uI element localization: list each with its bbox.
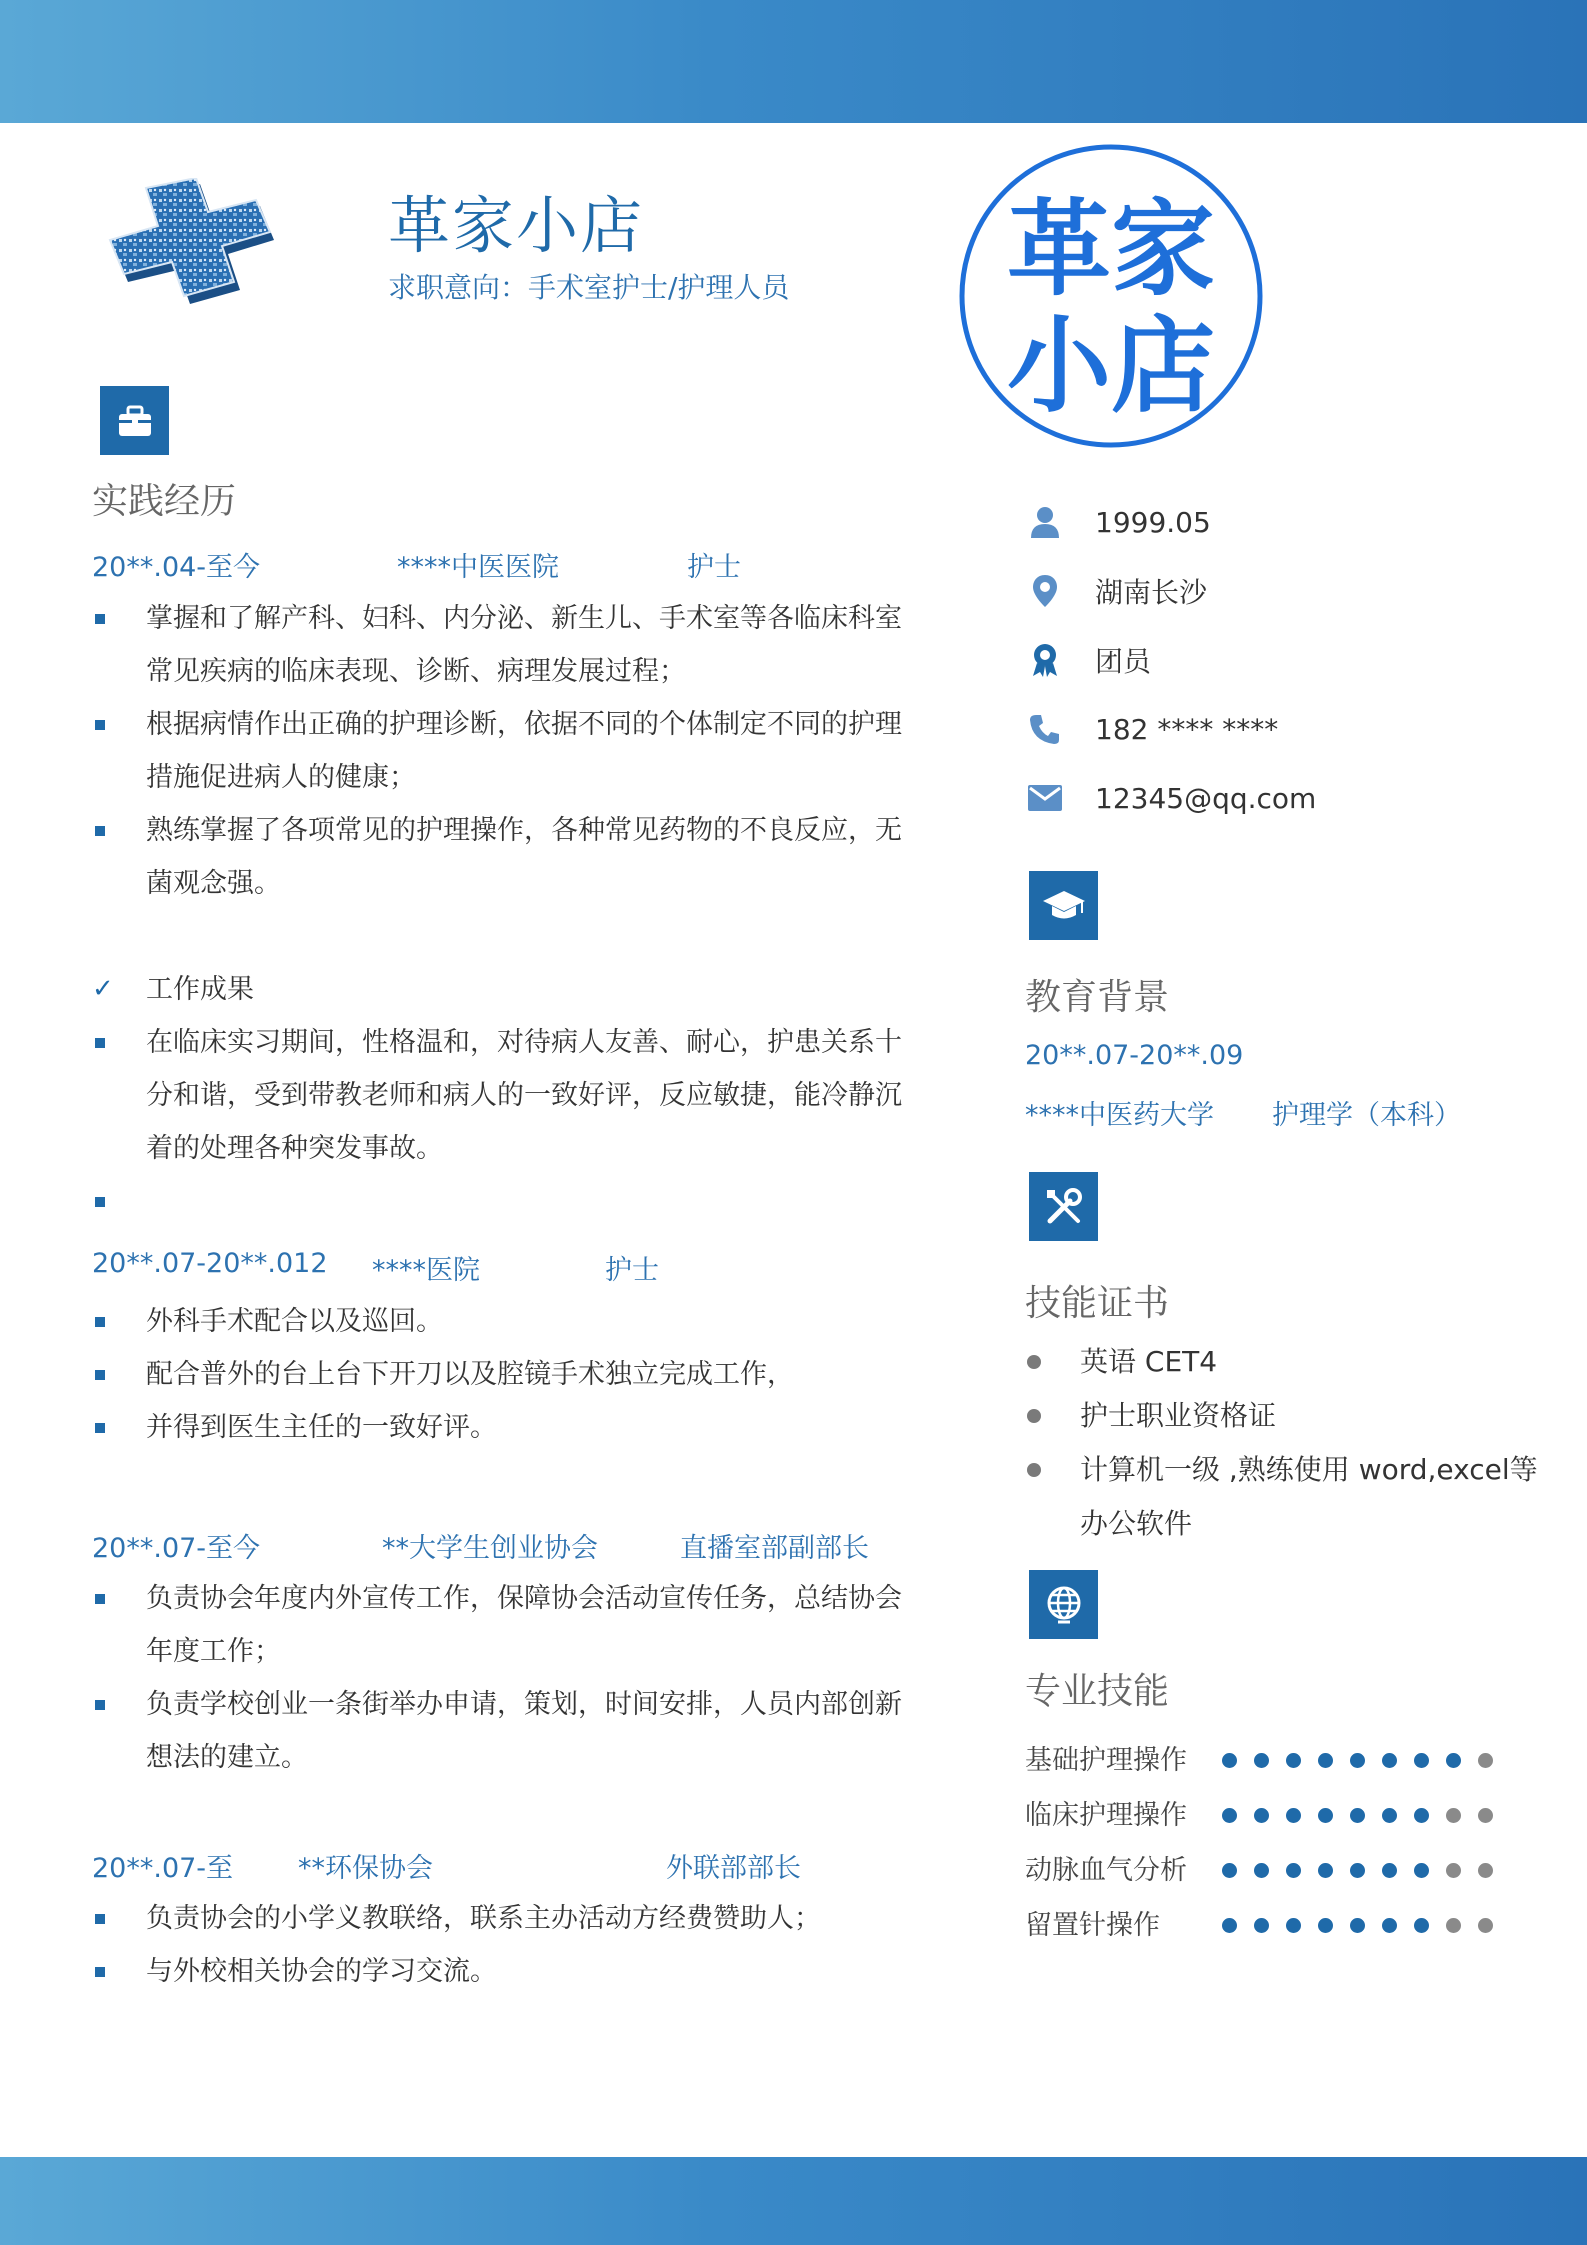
list-item: 计算机一级 ,熟练使用 word,excel等办公软件	[1025, 1443, 1565, 1551]
skill-dot-empty	[1478, 1918, 1493, 1933]
skill-dot-filled	[1414, 1808, 1429, 1823]
achievement-list	[92, 963, 912, 1175]
location-pin-icon	[1025, 571, 1065, 611]
skill-dot-filled	[1286, 1918, 1301, 1933]
skill-dot-filled	[1414, 1918, 1429, 1933]
info-location	[1025, 571, 1208, 611]
info-phone	[1025, 709, 1279, 749]
list-item: 熟练掌握了各项常见的护理操作，各种常见药物的不良反应，无菌观念强。	[92, 804, 912, 910]
globe-icon	[1029, 1570, 1098, 1639]
bottom-banner	[0, 2157, 1587, 2245]
skill-dot-filled	[1350, 1863, 1365, 1878]
skill-dot-filled	[1254, 1753, 1269, 1768]
skill-dot-filled	[1414, 1863, 1429, 1878]
skill-dot-filled	[1382, 1808, 1397, 1823]
skill-dot-filled	[1254, 1808, 1269, 1823]
info-value: 团员	[1095, 645, 1152, 678]
skill-dot-empty	[1446, 1863, 1461, 1878]
skill-dot-filled	[1350, 1753, 1365, 1768]
education-section-title: 教育背景	[1025, 977, 1170, 1018]
entry-role: 外联部部长	[666, 1853, 801, 1884]
list-item: 并得到医生主任的一致好评。	[92, 1401, 912, 1454]
info-value: 182 **** ****	[1095, 712, 1279, 746]
list-item: 根据病情作出正确的护理诊断，依据不同的个体制定不同的护理措施促进病人的健康；	[92, 698, 912, 804]
list-item: 外科手术配合以及巡回。	[92, 1295, 912, 1348]
skill-dot-filled	[1254, 1863, 1269, 1878]
briefcase-icon	[100, 386, 169, 455]
seal-stamp	[955, 140, 1267, 452]
practice-section-title: 实践经历	[92, 481, 237, 522]
info-email	[1025, 778, 1317, 818]
skill-dot-filled	[1286, 1753, 1301, 1768]
list-item: 英语 CET4	[1025, 1335, 1565, 1389]
svg-text:小店: 小店	[1006, 304, 1216, 427]
info-political	[1025, 640, 1152, 680]
entry-org: **大学生创业协会	[382, 1533, 598, 1564]
practice-entry-bullets	[92, 1295, 912, 1454]
top-banner	[0, 0, 1587, 123]
list-item: 负责协会年度内外宣传工作，保障协会活动宣传任务，总结协会年度工作；	[92, 1572, 912, 1678]
tools-icon	[1029, 1172, 1098, 1241]
entry-org: ****中医医院	[397, 552, 559, 583]
skill-label: 留置针操作	[1025, 1910, 1160, 1941]
skill-dot-filled	[1446, 1753, 1461, 1768]
skill-dot-filled	[1254, 1918, 1269, 1933]
candidate-name: 革家小店	[388, 189, 645, 262]
skill-dot-filled	[1350, 1808, 1365, 1823]
entry-org: ****医院	[372, 1255, 480, 1286]
skill-label: 基础护理操作	[1025, 1745, 1187, 1776]
list-item: 与外校相关协会的学习交流。	[92, 1945, 912, 1998]
medical-cross-logo	[88, 178, 284, 338]
practice-entry-bullets	[92, 592, 912, 910]
skill-label: 动脉血气分析	[1025, 1855, 1187, 1886]
skill-dot-filled	[1318, 1808, 1333, 1823]
entry-role: 护士	[605, 1255, 659, 1286]
education-school: ****中医药大学	[1025, 1100, 1214, 1131]
skill-dot-filled	[1318, 1753, 1333, 1768]
skill-dot-filled	[1222, 1753, 1237, 1768]
skill-dot-filled	[1286, 1863, 1301, 1878]
skill-dot-empty	[1478, 1808, 1493, 1823]
info-value: 1999.05	[1095, 505, 1211, 539]
info-value: 12345@qq.com	[1095, 781, 1317, 815]
skill-dot-filled	[1222, 1863, 1237, 1878]
skill-dot-filled	[1286, 1808, 1301, 1823]
entry-period: 20**.04-至今	[92, 552, 261, 583]
mail-icon	[1025, 778, 1065, 818]
info-value: 湖南长沙	[1095, 576, 1208, 609]
svg-text:革家: 革家	[1006, 187, 1216, 310]
entry-org: **环保协会	[298, 1853, 433, 1884]
skill-dot-filled	[1318, 1918, 1333, 1933]
list-item: 掌握和了解产科、妇科、内分泌、新生儿、手术室等各临床科室常见疾病的临床表现、诊断、病理发展过程；	[92, 592, 912, 698]
entry-period: 20**.07-至	[92, 1853, 234, 1884]
practice-entry-bullets	[92, 1572, 912, 1784]
person-icon	[1025, 502, 1065, 542]
skill-dot-filled	[1222, 1918, 1237, 1933]
skill-dot-empty	[1446, 1808, 1461, 1823]
skill-dot-filled	[1382, 1863, 1397, 1878]
skill-dot-empty	[1478, 1863, 1493, 1878]
list-item: 配合普外的台上台下开刀以及腔镜手术独立完成工作，	[92, 1348, 912, 1401]
skill-dot-filled	[1414, 1753, 1429, 1768]
info-birth	[1025, 502, 1211, 542]
skill-label: 临床护理操作	[1025, 1800, 1187, 1831]
entry-period: 20**.07-20**.012	[92, 1248, 328, 1279]
education-period: 20**.07-20**.09	[1025, 1040, 1244, 1071]
certificates-list	[1025, 1335, 1565, 1551]
entry-role: 护士	[687, 552, 741, 583]
skills-section-title: 专业技能	[1025, 1671, 1170, 1712]
skill-dot-filled	[1318, 1863, 1333, 1878]
practice-entry-bullets	[92, 1892, 912, 1998]
job-intent: 求职意向：手术室护士/护理人员	[388, 271, 790, 304]
skill-dot-empty	[1478, 1753, 1493, 1768]
skill-dot-filled	[1382, 1753, 1397, 1768]
list-item: 负责学校创业一条街举办申请，策划，时间安排，人员内部创新想法的建立。	[92, 1678, 912, 1784]
entry-role: 直播室部副部长	[680, 1533, 869, 1564]
list-item: 负责协会的小学义教联络，联系主办活动方经费赞助人；	[92, 1892, 912, 1945]
skill-dot-filled	[1350, 1918, 1365, 1933]
skill-dot-filled	[1222, 1808, 1237, 1823]
list-item: 在临床实习期间，性格温和，对待病人友善、耐心，护患关系十分和谐，受到带教老师和病人的一致好评，反应敏捷，能冷静沉着的处理各种突发事故。	[92, 1016, 912, 1175]
achievement-label: ✓ 工作成果	[92, 963, 912, 1016]
certificates-section-title: 技能证书	[1025, 1283, 1170, 1324]
badge-icon	[1025, 640, 1065, 680]
skill-dot-empty	[1446, 1918, 1461, 1933]
entry-period: 20**.07-至今	[92, 1533, 261, 1564]
education-major: 护理学（本科）	[1272, 1100, 1461, 1131]
graduation-cap-icon	[1029, 871, 1098, 940]
list-item: 护士职业资格证	[1025, 1389, 1565, 1443]
phone-icon	[1025, 709, 1065, 749]
skill-dot-filled	[1382, 1918, 1397, 1933]
